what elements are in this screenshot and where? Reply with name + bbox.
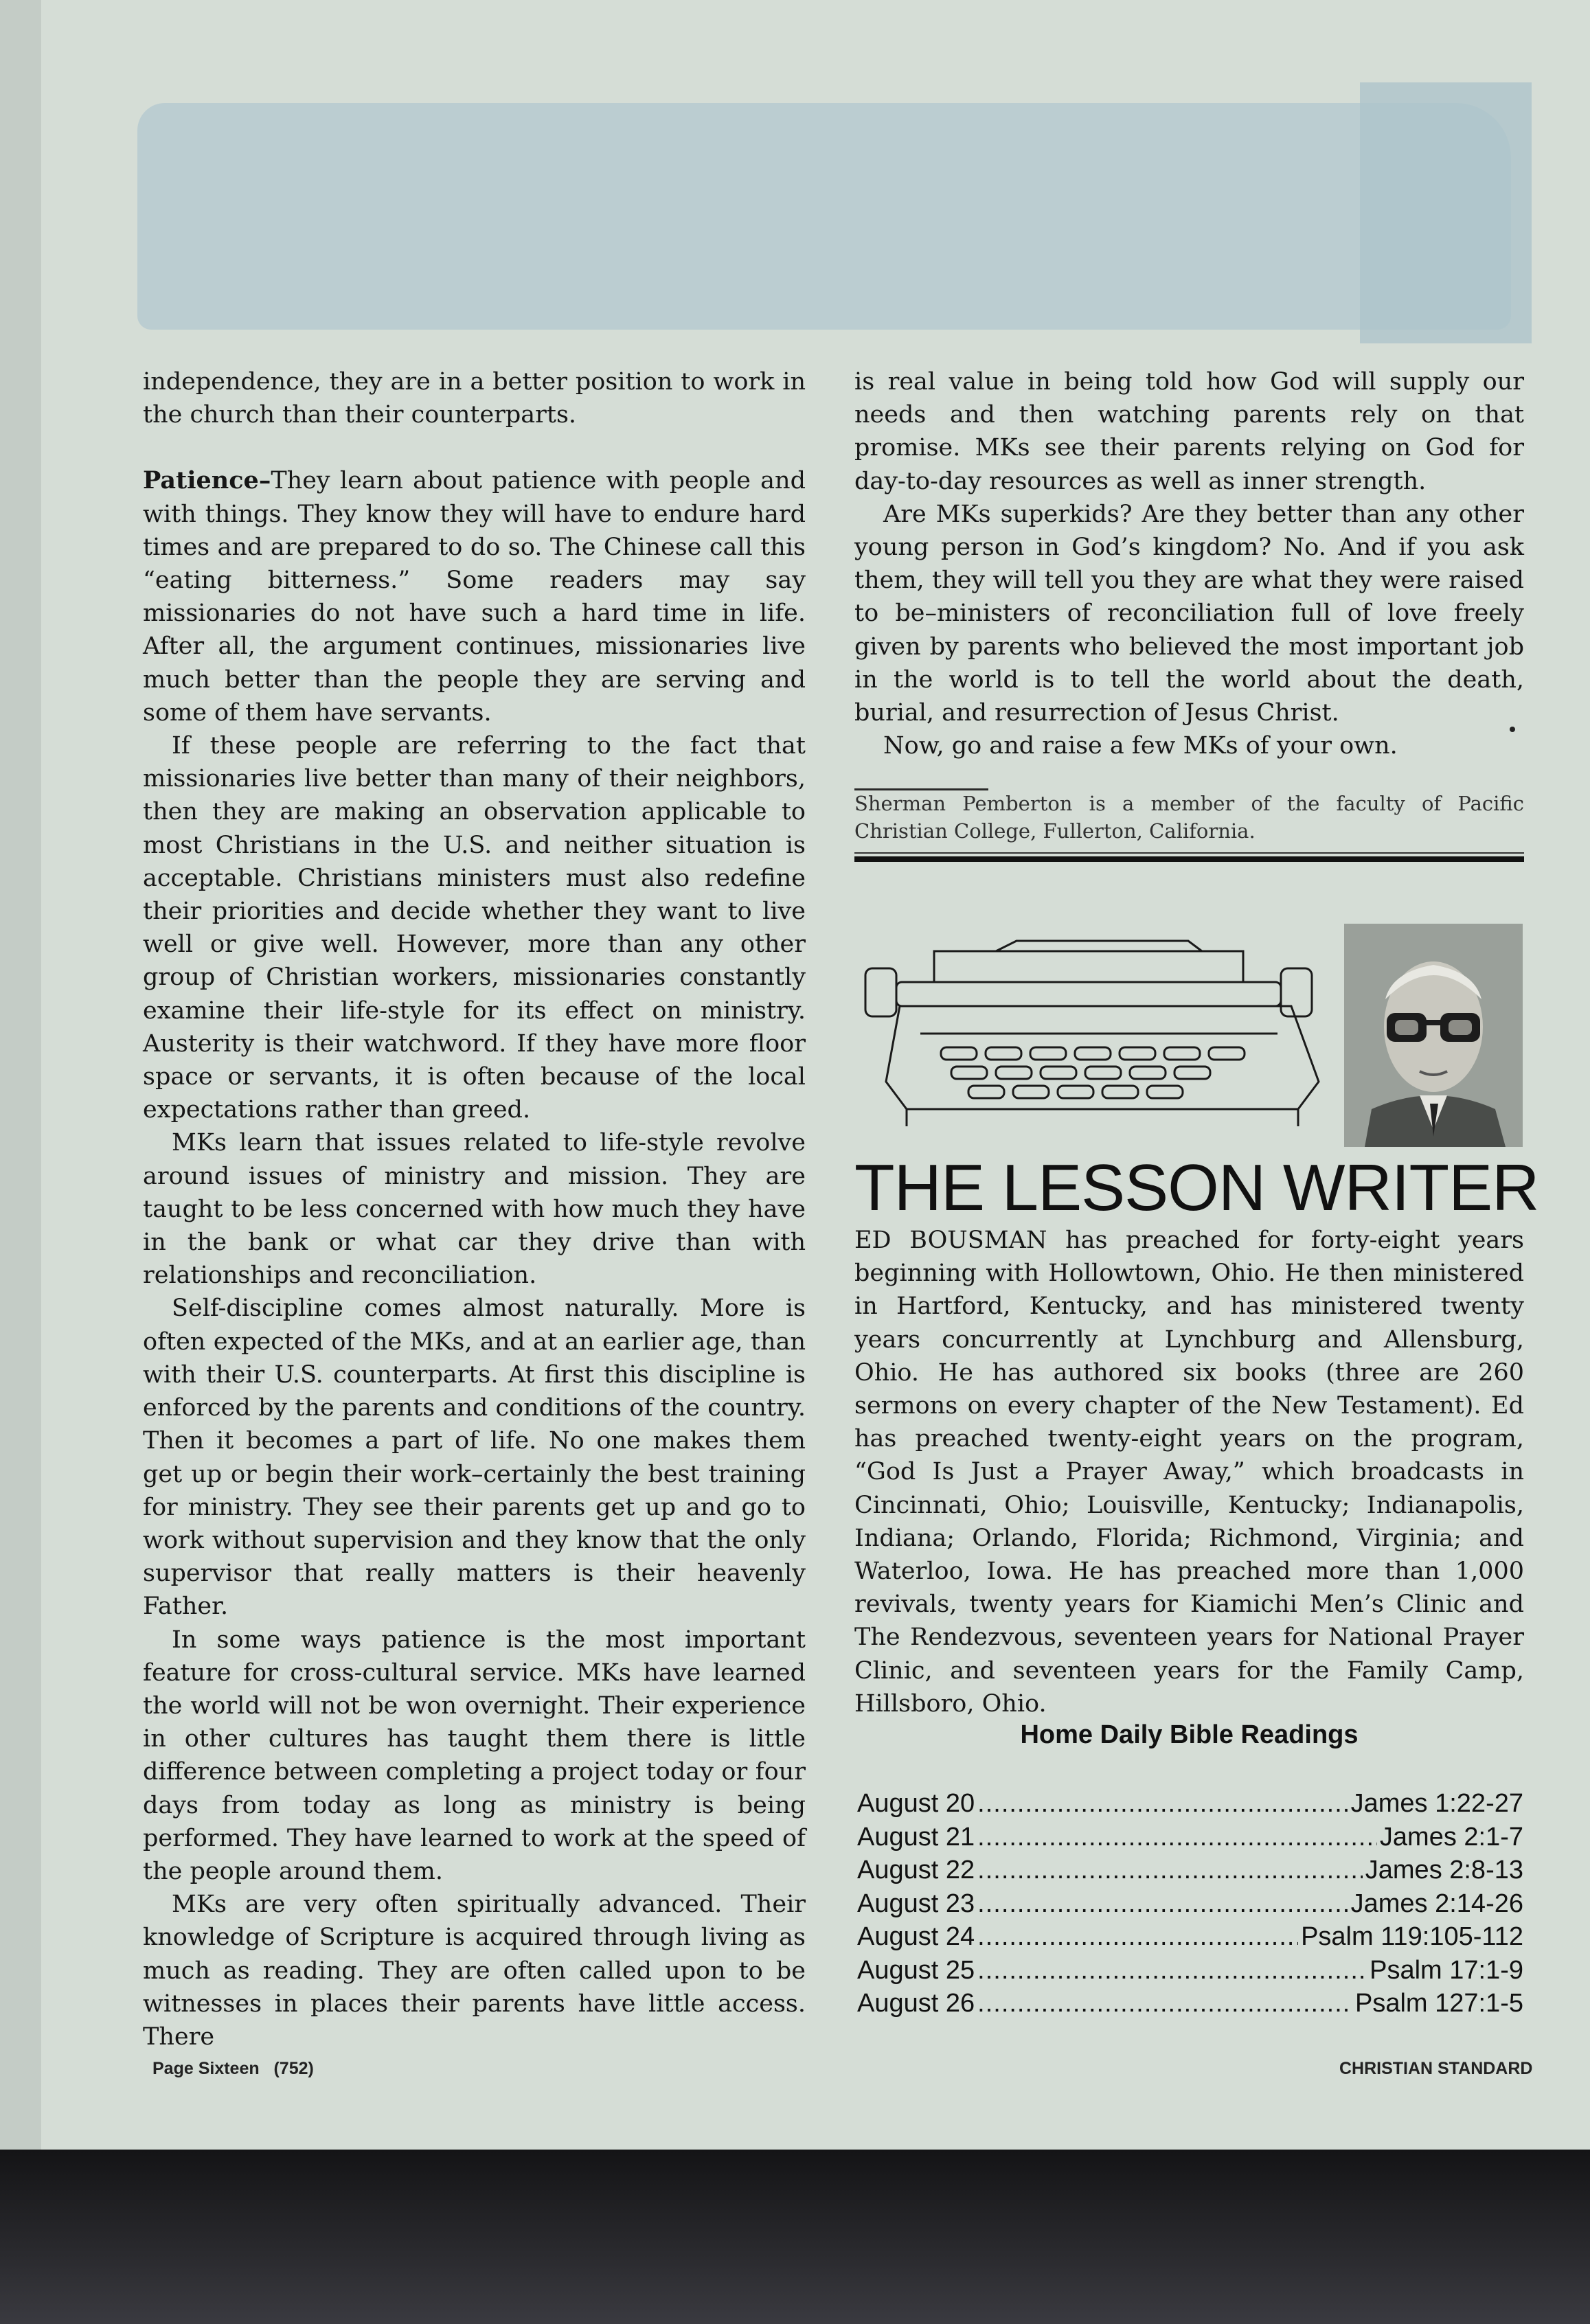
leader-dots: [977, 1920, 1298, 1954]
list-item: [857, 1987, 1523, 2020]
typewriter-icon: [859, 931, 1339, 1137]
reading-date: August 23: [857, 1889, 975, 1918]
list-item: [857, 1821, 1523, 1854]
paragraph-text: They learn about patience with people and with things. They know they will have to endure hard times and are prepared to do so. The Chinese call this “eating bitterness.” Some readers may say missionaries do not have such a hard time in life. After all, the argument continues, missionaries live much better than the people they are serving and some of them have servants.: [143, 467, 806, 727]
reading-ref: James 2:1-7: [1379, 1822, 1523, 1852]
reading-ref: Psalm 17:1-9: [1370, 1955, 1523, 1985]
left-column: [143, 365, 806, 2053]
portrait-icon: [1344, 924, 1523, 1147]
paragraph: MKs are very often spiritually advanced. Their knowledge of Scripture is acquired through living as much as reading. They are often called upon to be witnesses in places their parents have little access. There: [143, 1891, 806, 2051]
paragraph: is real value in being told how God will supply our needs and then watching parents rely on that promise. MKs see their parents relying on God for day-to-day resources as well as inner strength.: [854, 368, 1524, 495]
section-rule-thick: [854, 856, 1524, 862]
publication-footer: CHRISTIAN STANDARD: [1339, 2059, 1533, 2078]
list-item: [857, 1887, 1523, 1921]
reading-ref: James 2:8-13: [1365, 1856, 1523, 1884]
reading-ref: Psalm 119:105-112: [1301, 1922, 1523, 1951]
leader-dots: [977, 1954, 1367, 1987]
paragraph: MKs learn that issues related to life-style revolve around issues of ministry and mission. They are taught to be less concerned with how much they have in the bank or what car they drive than with relationships and reconciliation.: [143, 1129, 806, 1290]
lesson-writer-bio: ED BOUSMAN has preached for forty-eight years beginning with Hollowtown, Ohio. He then ministered in Hartford, Kentucky, and has ministered twenty years concurrently at Lynchburg and Allensburg, Ohio. He has authored six books (three are 260 sermons on every chapter of the New Testament). Ed has preached twenty-eight years on the program, “God Is Just a Prayer Away,” which broadcasts in Cincinnati, Ohio; Louisville, Kentucky; Indianapolis, Indiana; Orlando, Florida; Richmond, Virginia; and Waterloo, Iowa. He has preached more than 1,000 revivals, twenty years for Kiamichi Men’s Clinic and The Rendezvous, seventeen years for National Prayer Clinic, and seventeen years for the Family Camp, Hillsboro, Ohio.: [854, 1227, 1524, 1718]
reading-ref: James 2:14-26: [1350, 1889, 1523, 1918]
author-photo: [1344, 924, 1523, 1147]
paragraph: Now, go and raise a few MKs of your own.: [883, 732, 1398, 760]
author-byline: Sherman Pemberton is a member of the faculty of Pacific Christian College, Fullerton, California.: [854, 792, 1524, 843]
leader-dots: [977, 1887, 1348, 1921]
list-item: [857, 1954, 1523, 1987]
readings-list: [857, 1787, 1523, 2020]
list-item: [857, 1787, 1523, 1821]
paragraph: In some ways patience is the most important feature for cross-cultural service. MKs have learned the world will not be won overnight. Their experience in other cultures has taught them there is little difference between completing a project today or four days from today as long as ministry is being performed. They have learned to work at the speed of the people around them.: [143, 1626, 806, 1885]
section-rule-thin: [854, 852, 1524, 854]
leader-dots: [977, 1854, 1363, 1887]
reading-ref: Psalm 127:1-5: [1354, 1989, 1523, 2018]
leader-dots: [977, 1987, 1352, 2020]
paragraph: Self-discipline comes almost naturally. More is often expected of the MKs, and at an earlier age, than with their U.S. counterparts. At first this discipline is enforced by the parents and conditions of the country. Then it becomes a part of life. No one makes them get up or begin their work–certainly the best training for ministry. They see their parents get up and go to work without supervision and they know that the only supervisor that really matters is their heavenly Father.: [143, 1295, 806, 1621]
run-in-heading: Patience–: [143, 466, 271, 495]
paragraph-patience: [143, 464, 806, 729]
list-item: [857, 1920, 1523, 1954]
reading-date: August 21: [857, 1822, 975, 1852]
reading-date: August 22: [857, 1856, 975, 1884]
reading-date: August 20: [857, 1789, 975, 1818]
end-mark-bullet: [1510, 727, 1515, 732]
page-gutter-shadow: [0, 0, 41, 2150]
leader-dots: [977, 1821, 1377, 1854]
readings-heading: Home Daily Bible Readings: [1020, 1720, 1359, 1749]
bleed-through-graphic: [137, 103, 1511, 330]
section-headline: THE LESSON WRITER: [854, 1151, 1539, 1224]
right-column: [854, 365, 1524, 762]
reading-ref: James 1:22-27: [1350, 1789, 1523, 1818]
reading-date: August 25: [857, 1955, 975, 1985]
reading-date: August 24: [857, 1922, 975, 1951]
paragraph: Are MKs superkids? Are they better than any other young person in God’s kingdom? No. And if you ask them, they will tell you they are what they were raised to be–ministers of reconciliation full of love freely given by parents who believed the most important job in the world is to tell the world about the death, burial, and resurrection of Jesus Christ.: [854, 500, 1524, 727]
reading-date: August 26: [857, 1989, 975, 2018]
bleed-through-graphic-right: [1360, 82, 1532, 343]
background-surface: [0, 2150, 1590, 2324]
page-number-footer: Page Sixteen (752): [152, 2059, 314, 2078]
leader-dots: [977, 1787, 1348, 1821]
list-item: [857, 1854, 1523, 1887]
paragraph: independence, they are in a better position to work in the church than their counterparts.: [143, 368, 806, 429]
paragraph: If these people are referring to the fact that missionaries live better than many of their neighbors, then they are making an observation applicable to most Christians in the U.S. and neither situation is acceptable. Christians ministers must also redefine their priorities and decide whether they want to live well or give well. However, more than any other group of Christian workers, missionaries constantly examine their life-style for its effect on ministry. Austerity is their watchword. If they have more floor space or servants, it is often because of the local expectations rather than greed.: [143, 732, 806, 1124]
